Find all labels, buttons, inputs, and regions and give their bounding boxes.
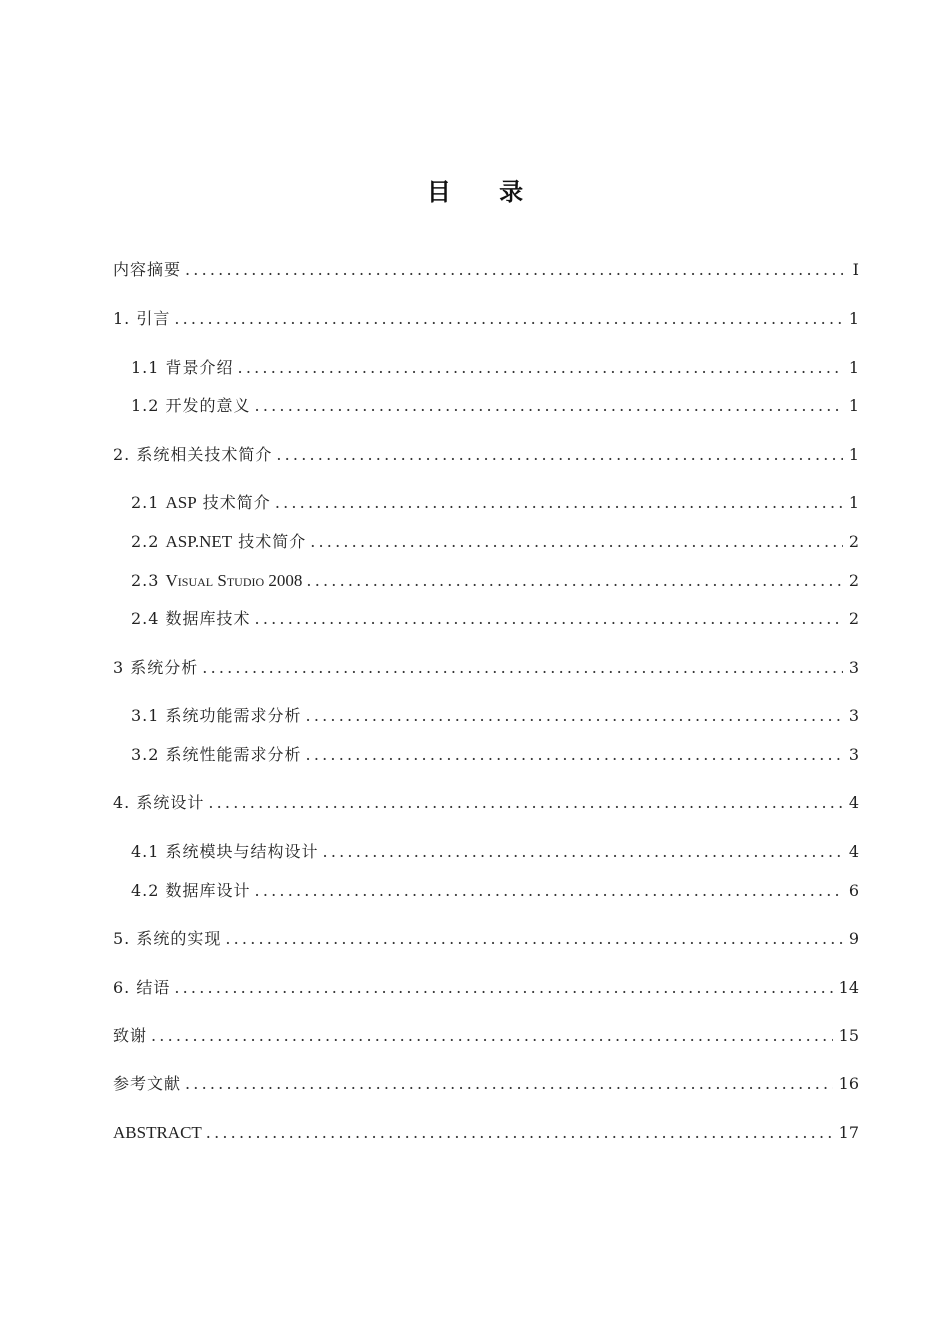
toc-leader-dots [323, 840, 843, 864]
toc-leader-dots [151, 1024, 833, 1048]
toc-leader-dots [255, 394, 843, 418]
toc-entry-page: 6 [848, 881, 859, 900]
toc-entry-abstract-cn[interactable] [113, 258, 859, 282]
toc-entry-chapter-4[interactable] [113, 791, 859, 815]
toc-entry-page: 1 [848, 396, 859, 415]
toc-entry-label: 参考文献 [113, 1074, 182, 1093]
toc-leader-dots [185, 258, 843, 282]
toc-entry-label: 4.1 系统模块与结构设计 [131, 842, 319, 861]
toc-entry-section-1-2[interactable] [131, 394, 859, 418]
toc-entry-label: 1. 引言 [113, 309, 171, 328]
toc-entry-page: 3 [848, 706, 859, 725]
toc-entry-label: ABSTRACT [113, 1123, 202, 1142]
toc-entry-page: 17 [838, 1123, 859, 1142]
toc-entry-page: 4 [848, 842, 859, 861]
toc-entry-label: 3.2 系统性能需求分析 [131, 745, 302, 764]
toc-entry-page: I [852, 260, 859, 279]
toc-entry-label: 2. 系统相关技术简介 [113, 445, 273, 464]
toc-leader-dots [238, 356, 843, 380]
toc-entry-page: 3 [848, 658, 859, 677]
toc-entry-chapter-3[interactable] [113, 656, 859, 680]
toc-entry-label: 致谢 [113, 1026, 148, 1045]
toc-entry-label: 内容摘要 [113, 260, 182, 279]
toc-entry-acknowledgements[interactable] [113, 1024, 859, 1048]
toc-entry-page: 14 [838, 978, 859, 997]
toc-entry-section-4-2[interactable] [131, 879, 859, 903]
toc-entry-label: 3.1 系统功能需求分析 [131, 706, 302, 725]
toc-entry-latin-term: ASP [165, 493, 197, 512]
toc-leader-dots [185, 1072, 833, 1096]
toc-entry-page: 4 [848, 793, 859, 812]
toc-leader-dots [310, 530, 843, 554]
toc-entry-latin-term: ASP.NET [165, 532, 233, 551]
toc-leader-dots [306, 569, 842, 593]
toc-entry-label: 6. 结语 [113, 978, 171, 997]
toc-entry-abstract-en[interactable] [113, 1121, 859, 1145]
toc-entry-chapter-2[interactable] [113, 443, 859, 467]
toc-leader-dots [276, 443, 842, 467]
toc-entry-page: 2 [848, 571, 859, 590]
toc-entry-section-2-3[interactable] [131, 569, 859, 593]
toc-leader-dots [255, 607, 843, 631]
toc-entry-label [131, 491, 271, 515]
toc-entry-number: 2.3 [131, 571, 166, 590]
toc-entry-section-3-2[interactable] [131, 743, 859, 767]
toc-leader-dots [275, 491, 843, 515]
toc-entry-page: 15 [838, 1026, 859, 1045]
toc-leader-dots [306, 704, 843, 728]
toc-entry-label: 5. 系统的实现 [113, 929, 222, 948]
toc-entry-section-4-1[interactable] [131, 840, 859, 864]
toc-entry-number: 2.1 [131, 493, 166, 512]
toc-entry-chapter-5[interactable] [113, 927, 859, 951]
toc-entry-section-2-1[interactable] [131, 491, 859, 515]
toc-leader-dots [306, 743, 843, 767]
toc-entry-latin-term: Visual Studio 2008 [165, 571, 303, 590]
toc-entry-page: 1 [848, 309, 859, 328]
toc-leader-dots [174, 976, 832, 1000]
toc-entry-page: 3 [848, 745, 859, 764]
toc-title: 目 录 [426, 178, 544, 206]
toc-entry-label: 2.4 数据库技术 [131, 609, 251, 628]
toc-entry-page: 1 [848, 493, 859, 512]
toc-entry-section-3-1[interactable] [131, 704, 859, 728]
toc-leader-dots [208, 791, 842, 815]
toc-entry-chapter-6[interactable] [113, 976, 859, 1000]
toc-entry-label: 1.1 背景介绍 [131, 358, 234, 377]
toc-entry-page: 2 [848, 532, 859, 551]
toc-leader-dots [255, 879, 843, 903]
toc-entry-page: 9 [848, 929, 859, 948]
toc-entry-label: 3 系统分析 [113, 658, 199, 677]
toc-entry-section-2-4[interactable] [131, 607, 859, 631]
toc-entry-label: 1.2 开发的意义 [131, 396, 251, 415]
toc-leader-dots [174, 307, 842, 331]
toc-entry-number: 2.2 [131, 532, 166, 551]
toc-entry-suffix: 技术简介 [232, 532, 307, 551]
toc-leader-dots [206, 1121, 833, 1145]
toc-entry-page: 16 [838, 1074, 859, 1093]
toc-entry-section-1-1[interactable] [131, 356, 859, 380]
toc-entry-chapter-1[interactable] [113, 307, 859, 331]
toc-entry-label [131, 569, 302, 593]
toc-entry-page: 1 [848, 445, 859, 464]
toc-entry-label [131, 530, 306, 554]
toc-entry-section-2-2[interactable] [131, 530, 859, 554]
toc-entry-page: 2 [848, 609, 859, 628]
toc-entry-label: 4.2 数据库设计 [131, 881, 251, 900]
toc-entry-page: 1 [848, 358, 859, 377]
toc-leader-dots [202, 656, 843, 680]
toc-entry-label: 4. 系统设计 [113, 793, 205, 812]
toc-leader-dots [225, 927, 842, 951]
toc-entry-references[interactable] [113, 1072, 859, 1096]
toc-entry-suffix: 技术简介 [196, 493, 271, 512]
